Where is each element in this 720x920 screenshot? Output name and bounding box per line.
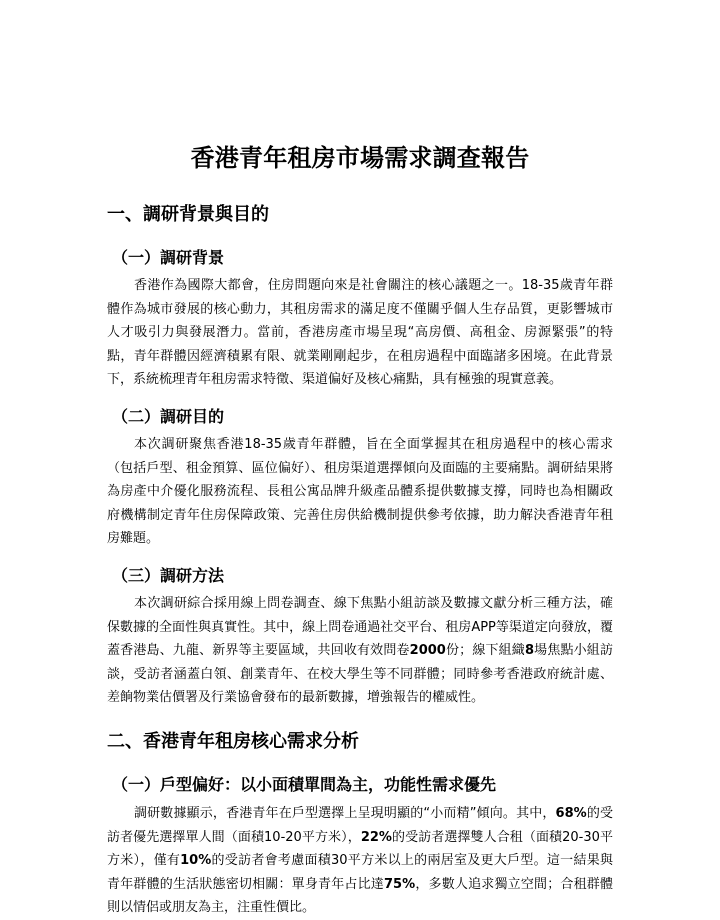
subsection-heading-method: （三）調研方法 — [112, 566, 225, 585]
method-text-1: 本次調研綜合採用線上問卷調查、線下焦點小組訪談及數據文獻分析三種方法，確保數據的全面性與真實性。其中，線上問卷通過社交平台、租房APP等渠道定向發放，覆蓋香港島、九龍、新界等主要區域，共回收有效問卷 — [107, 596, 613, 658]
method-text-3: 場焦點小組訪談，受訪者涵蓋白領、創業青年、在校大學生等不同群體；同時參考香港政府統計處、差餉物業估價署及行業協會發布的最新數據，增強報告的權威性。 — [107, 643, 613, 705]
method-survey-count: 2000 — [409, 643, 446, 658]
layout-stat-single-room: 68% — [555, 806, 587, 821]
subsection-heading-layout-preference: （一）戶型偏好：以小面積單間為主，功能性需求優先 — [112, 775, 497, 794]
document-title: 香港青年租房市場需求調查報告 — [190, 144, 530, 172]
layout-stat-large: 10% — [180, 853, 212, 868]
layout-text-4: 的受訪者會考慮面積30平方米以上的兩居室及更大戶型。這一結果與青年群體的生活狀態密切相關：單身青年占比達 — [107, 853, 613, 892]
subsection-heading-background: （一）調研背景 — [112, 248, 225, 267]
layout-stat-single-youth: 75% — [384, 876, 416, 892]
section-heading-background-purpose: 一、調研背景與目的 — [107, 204, 269, 225]
layout-text-1: 調研數據顯示，香港青年在戶型選擇上呈現明顯的“小而精”傾向。其中， — [134, 806, 556, 821]
section-heading-core-demand: 二、香港青年租房核心需求分析 — [107, 731, 359, 752]
method-text-2: 份；線下組織 — [445, 643, 525, 658]
layout-text-5: ，多數人追求獨立空間；合租群體則以情侶或朋友為主，注重性價比。 — [107, 876, 613, 915]
paragraph-purpose: 本次調研聚焦香港18-35歲青年群體，旨在全面掌握其在租房過程中的核心需求（包括戶型、租金預算、區位偏好）、租房渠道選擇傾向及面臨的主要痛點。調研結果將為房產中介優化服務流程、長租公寓品牌升級產品體系提供數據支撐，同時也為相關政府機構制定青年住房保障政策、完善住房供給機制提供參考依據，助力解決香港青年租房難題。 — [107, 437, 613, 546]
paragraph-layout-preference — [107, 802, 613, 920]
layout-text-3: 的受訪者選擇雙人合租（面積20-30平方米），僅有 — [107, 829, 613, 868]
subsection-heading-purpose: （二）調研目的 — [112, 407, 225, 426]
paragraph-method — [107, 592, 613, 710]
layout-stat-shared: 22% — [360, 829, 392, 845]
method-focus-group-count: 8 — [524, 643, 535, 658]
layout-text-2: 的受訪者優先選擇單人間（面積10-20平方米）， — [107, 806, 613, 845]
paragraph-background: 香港作為國際大都會，住房問題向來是社會關注的核心議題之一。18-35歲青年群體作為城市發展的核心動力，其租房需求的滿足度不僅關乎個人生存品質，更影響城市人才吸引力與發展潛力。當前，香港房產市場呈現“高房價、高租金、房源緊張”的特點，青年群體因經濟積累有限、就業剛剛起步，在租房過程中面臨諸多困境。在此背景下，系統梳理青年租房需求特徵、渠道偏好及核心痛點，具有極強的現實意義。 — [107, 278, 613, 387]
